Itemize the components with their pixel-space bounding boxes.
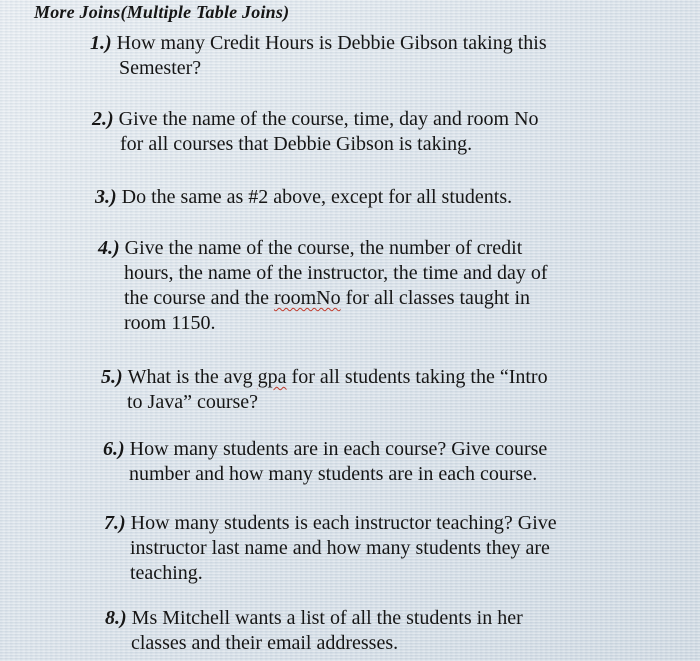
question-number: 2.) <box>92 108 114 130</box>
question-2 <box>92 107 539 157</box>
question-text: Semester? <box>119 57 202 79</box>
question-3 <box>95 185 512 210</box>
question-text: classes and their email addresses. <box>131 632 399 654</box>
question-text: Do the same as #2 above, except for all students. <box>121 186 513 208</box>
spellcheck-underlined-word: roomNo <box>273 287 341 309</box>
question-text: Give the name of the course, time, day and room No <box>118 108 539 130</box>
question-text: to Java” course? <box>127 391 259 413</box>
question-text: teaching. <box>130 562 203 584</box>
question-text: Give the name of the course, the number of credit <box>124 237 523 259</box>
question-4 <box>98 236 548 336</box>
question-text: instructor last name and how many students they are <box>130 537 550 559</box>
question-text: Ms Mitchell wants a list of all the students in her <box>131 607 523 629</box>
question-text: How many Credit Hours is Debbie Gibson taking this <box>116 32 547 54</box>
question-1 <box>90 31 547 81</box>
question-7 <box>104 511 557 586</box>
question-text: for all classes taught in <box>345 287 531 309</box>
question-number: 5.) <box>101 366 123 388</box>
question-8 <box>105 606 523 656</box>
question-text: What is the avg <box>127 366 253 388</box>
question-number: 8.) <box>105 607 127 629</box>
question-number: 7.) <box>104 512 126 534</box>
question-text: How many students are in each course? Give course <box>129 438 548 460</box>
question-text: How many students is each instructor teaching? Give <box>130 512 557 534</box>
question-number: 6.) <box>103 438 125 460</box>
page-title: More Joins(Multiple Table Joins) <box>34 2 290 22</box>
question-text: number and how many students are in each course. <box>129 463 538 485</box>
question-number: 1.) <box>90 32 112 54</box>
question-6 <box>103 437 547 487</box>
question-5 <box>101 365 548 415</box>
question-text: for all courses that Debbie Gibson is taking. <box>120 133 473 155</box>
question-text: room 1150. <box>124 312 216 334</box>
question-number: 4.) <box>98 237 120 259</box>
question-text: hours, the name of the instructor, the time and day of <box>124 262 548 284</box>
spellcheck-underlined-word: gpa <box>257 366 287 388</box>
question-text: the course and the <box>124 287 269 309</box>
question-number: 3.) <box>95 186 117 208</box>
question-text: for all students taking the “Intro <box>291 366 548 388</box>
